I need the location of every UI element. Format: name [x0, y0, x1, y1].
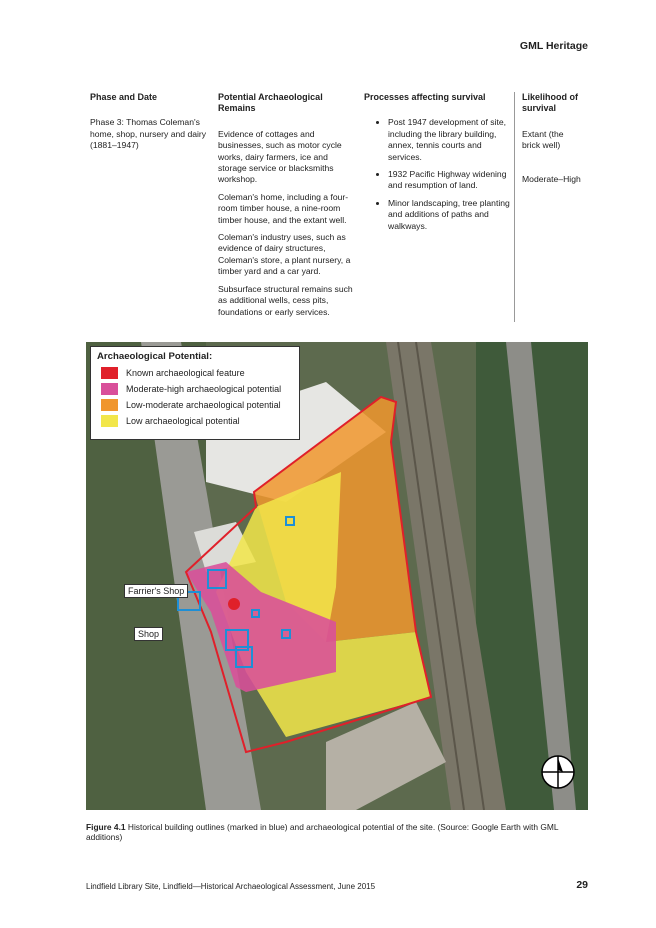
legend-swatch: [101, 367, 118, 379]
th-phase: Phase and Date: [90, 92, 158, 102]
process-3: • Minor landscaping, tree planting and additions of paths and walkways.: [388, 198, 514, 232]
footer-title: Lindfield Library Site, Lindfield—Historical Archaeological Assessment, June 2015: [86, 882, 376, 891]
legend-swatch: [101, 399, 118, 411]
th-likelihood: Likelihood of survival: [522, 92, 578, 114]
legend-item: [101, 397, 299, 413]
remains-2: Coleman's home, including a four-room timber house, a nine-room timber house, and the extant well.: [218, 191, 349, 225]
page-number: 29: [576, 879, 588, 891]
process-1: • Post 1947 development of site, including the library building, annex, tennis courts and services.: [388, 117, 514, 163]
col-remains: [218, 92, 358, 324]
caption-label: Figure 4.1: [86, 822, 126, 832]
header-org: GML Heritage: [519, 40, 588, 52]
caption-text: Historical building outlines (marked in blue) and archaeological potential of the site. (Source: Google Earth with GML additions): [86, 822, 559, 842]
legend-item: [101, 365, 299, 381]
likelihood-1: Extant (the brick well): [522, 128, 564, 151]
farriers-label: Farrier's Shop: [124, 584, 188, 598]
legend-swatch: [101, 383, 118, 395]
legend-title: Archaeological Potential:: [97, 351, 213, 362]
th-processes: Processes affecting survival: [364, 92, 486, 102]
legend-label: Low-moderate archaeological potential: [126, 400, 281, 410]
legend-item: [101, 413, 299, 429]
legend-item: [101, 381, 299, 397]
phase-text: Phase 3: Thomas Coleman's home, shop, nursery and dairy (1881–1947): [90, 117, 207, 151]
figure-caption: [86, 822, 596, 842]
likelihood-2: Moderate–High: [522, 173, 581, 184]
column-divider: [514, 92, 515, 322]
col-likelihood: [522, 92, 582, 207]
legend-label: Known archaeological feature: [126, 368, 245, 378]
legend-swatch: [101, 415, 118, 427]
shop-label: Shop: [134, 627, 163, 641]
legend-label: Moderate-high archaeological potential: [126, 384, 282, 394]
process-2: • 1932 Pacific Highway widening and resumption of land.: [388, 169, 514, 192]
remains-1: Evidence of cottages and businesses, such as motor cycle works, dairy farmers, ice and storage service or blacksmiths workshop.: [218, 128, 342, 185]
north-arrow-icon: [542, 756, 574, 788]
map-legend: [90, 346, 300, 440]
legend-label: Low archaeological potential: [126, 416, 240, 426]
remains-4: Subsurface structural remains such as additional wells, cess pits, foundations or early services.: [218, 283, 353, 317]
remains-3: Coleman's industry uses, such as evidence of dairy structures, Coleman's store, a plant nursery, a timber yard and a car yard.: [218, 232, 351, 277]
th-remains: Potential Archaeological Remains: [218, 92, 323, 114]
col-processes: [364, 92, 514, 238]
col-phase: [90, 92, 208, 158]
